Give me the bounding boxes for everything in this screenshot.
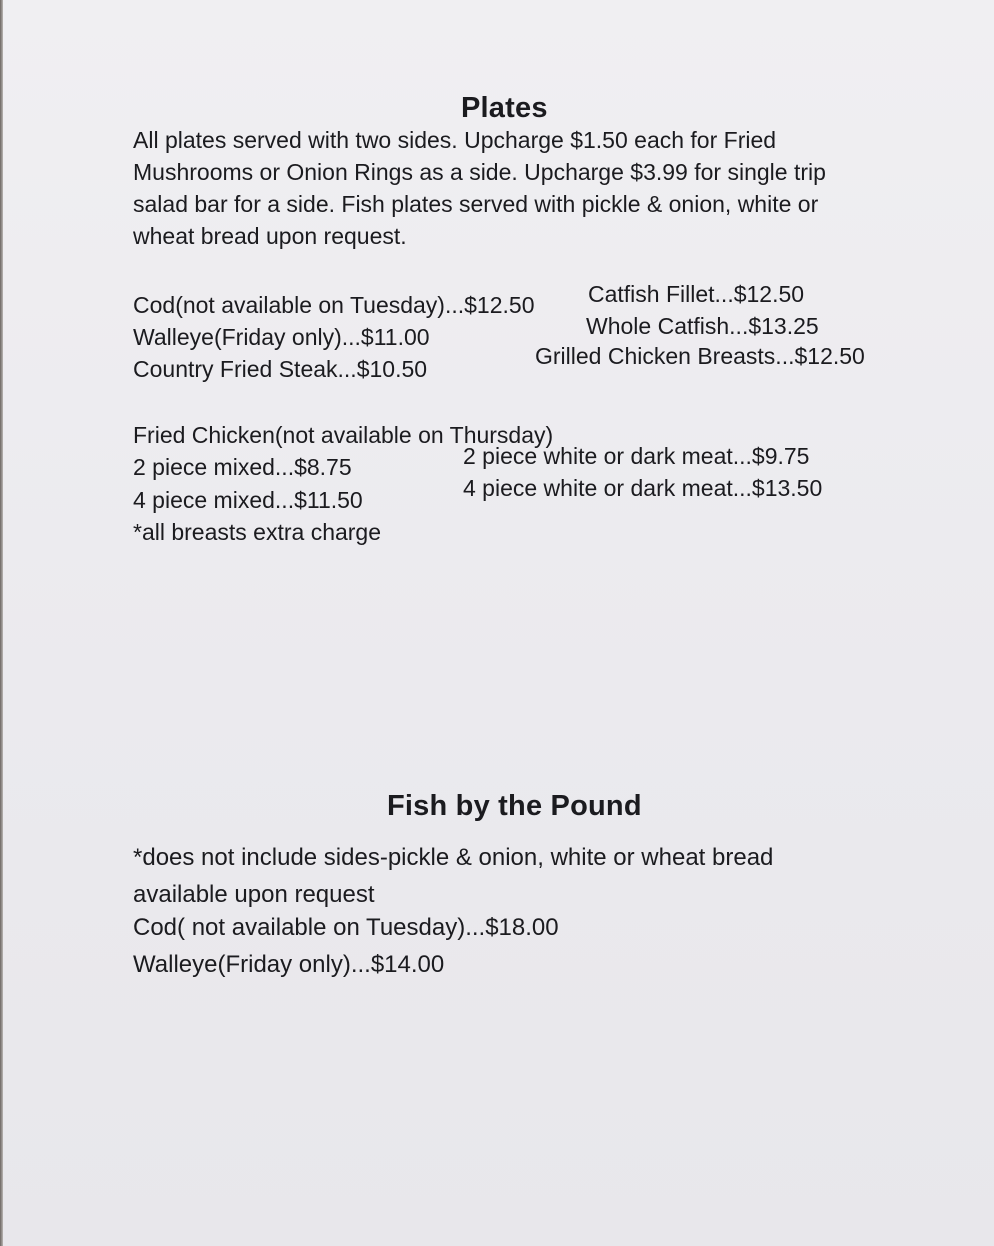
plates-description-line: Mushrooms or Onion Rings as a side. Upcharge $3.99 for single trip bbox=[133, 159, 826, 185]
fried-chicken-breasts-note: *all breasts extra charge bbox=[133, 519, 382, 545]
plates-description bbox=[133, 124, 826, 252]
plates-item-whole-catfish: Whole Catfish...$13.25 bbox=[586, 313, 819, 339]
fish-by-pound-title: Fish by the Pound bbox=[387, 790, 642, 822]
plates-item-grilled-chicken-breasts: Grilled Chicken Breasts...$12.50 bbox=[535, 343, 865, 369]
plates-title: Plates bbox=[461, 92, 548, 124]
fish-by-pound-note-line: available upon request bbox=[133, 881, 375, 908]
fried-chicken-heading: Fried Chicken(not available on Thursday) bbox=[133, 422, 554, 448]
fish-by-pound-note-line: *does not include sides-pickle & onion, white or wheat bread bbox=[133, 844, 774, 871]
plates-item-walleye: Walleye(Friday only)...$11.00 bbox=[133, 324, 430, 350]
plates-item-catfish-fillet: Catfish Fillet...$12.50 bbox=[588, 281, 805, 307]
fish-by-pound-note bbox=[133, 839, 773, 913]
plates-description-line: salad bar for a side. Fish plates served with pickle & onion, white or bbox=[133, 191, 819, 217]
plates-item-cod: Cod(not available on Tuesday)...$12.50 bbox=[133, 292, 535, 318]
plates-description-line: All plates served with two sides. Upcharge $1.50 each for Fried bbox=[133, 127, 777, 153]
plates-item-country-fried-steak: Country Fried Steak...$10.50 bbox=[133, 356, 428, 382]
fried-chicken-item-4-white-dark: 4 piece white or dark meat...$13.50 bbox=[463, 475, 823, 501]
plates-description-line: wheat bread upon request. bbox=[133, 223, 407, 249]
fish-by-pound-item-cod: Cod( not available on Tuesday)...$18.00 bbox=[133, 914, 559, 941]
fried-chicken-item-2-white-dark: 2 piece white or dark meat...$9.75 bbox=[463, 443, 810, 469]
fried-chicken-item-4-mixed: 4 piece mixed...$11.50 bbox=[133, 487, 363, 513]
page-edge bbox=[0, 0, 3, 1246]
fish-by-pound-item-walleye: Walleye(Friday only)...$14.00 bbox=[133, 951, 445, 978]
fried-chicken-item-2-mixed: 2 piece mixed...$8.75 bbox=[133, 454, 352, 480]
